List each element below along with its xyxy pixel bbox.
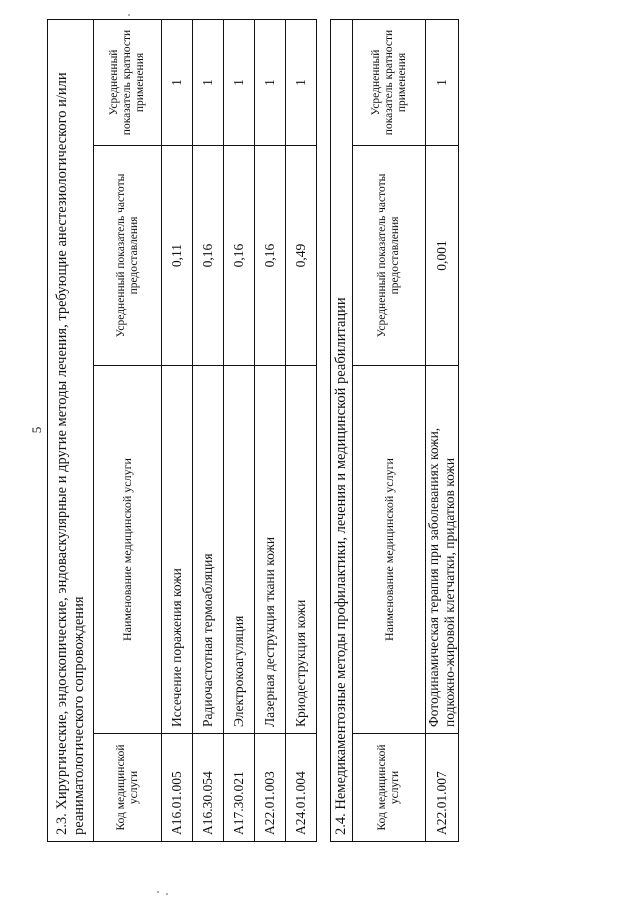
service-code: A24.01.004: [286, 734, 317, 842]
frequency-value: 0,001: [426, 146, 459, 366]
service-name: Электрокоагуляция: [224, 366, 255, 734]
service-name: Криодеструкция кожи: [286, 366, 317, 734]
multiplicity-value: 1: [224, 19, 255, 145]
frequency-value: 0,16: [224, 146, 255, 366]
multiplicity-value: 1: [193, 19, 224, 145]
table-row: [193, 19, 224, 841]
section-2-4-table-block: [330, 20, 457, 842]
page-number: 5: [29, 426, 44, 434]
scan-speck: [157, 891, 159, 893]
frequency-value: 0,16: [193, 146, 224, 366]
section-title: 2.3. Хирургические, эндоскопические, эндоваскулярные и другие методы лечения, требующие анестезиологического и/или реаниматологического сопровождения: [48, 19, 94, 841]
service-name: Фотодинамическая терапия при заболеваниях кожи, подкожно-жировой клетчатки, придатков кожи: [426, 366, 459, 734]
service-code: A16.30.054: [193, 734, 224, 842]
column-header-code: Код медицинской услуги: [94, 734, 162, 842]
column-header-frequency: Усредненный показатель частоты предоставления: [94, 146, 162, 366]
non-drug-methods-table: [330, 19, 459, 842]
table-row: [426, 19, 459, 841]
table-row: [224, 19, 255, 841]
column-header-multiplicity: Усредненный показатель кратности применения: [94, 19, 162, 145]
service-code: A22.01.007: [426, 734, 459, 842]
multiplicity-value: 1: [255, 19, 286, 145]
scan-speck: [166, 893, 168, 895]
column-header-code: Код медицинской услуги: [353, 734, 426, 842]
frequency-value: 0,16: [255, 146, 286, 366]
multiplicity-value: 1: [426, 19, 459, 145]
multiplicity-value: 1: [286, 19, 317, 145]
scan-speck: [128, 14, 130, 16]
service-code: A22.01.003: [255, 734, 286, 842]
service-name: Иссечение поражения кожи: [162, 366, 193, 734]
surgical-methods-table: [47, 19, 317, 842]
service-code: A17.30.021: [224, 734, 255, 842]
frequency-value: 0,49: [286, 146, 317, 366]
service-name: Лазерная деструкция ткани кожи: [255, 366, 286, 734]
table-row: [255, 19, 286, 841]
section-title: 2.4. Немедикаментозные методы профилактики, лечения и медицинской реабилитации: [331, 19, 353, 841]
table-row: [162, 19, 193, 841]
service-name: Радиочастотная термоабляция: [193, 366, 224, 734]
section-2-3-table-block: [47, 20, 317, 842]
service-code: A16.01.005: [162, 734, 193, 842]
frequency-value: 0,11: [162, 146, 193, 366]
table-row: [286, 19, 317, 841]
multiplicity-value: 1: [162, 19, 193, 145]
column-header-multiplicity: Усредненный показатель кратности применения: [353, 19, 426, 145]
column-header-name: Наименование медицинской услуги: [94, 366, 162, 734]
column-header-name: Наименование медицинской услуги: [353, 366, 426, 734]
column-header-frequency: Усредненный показатель частоты предоставления: [353, 146, 426, 366]
